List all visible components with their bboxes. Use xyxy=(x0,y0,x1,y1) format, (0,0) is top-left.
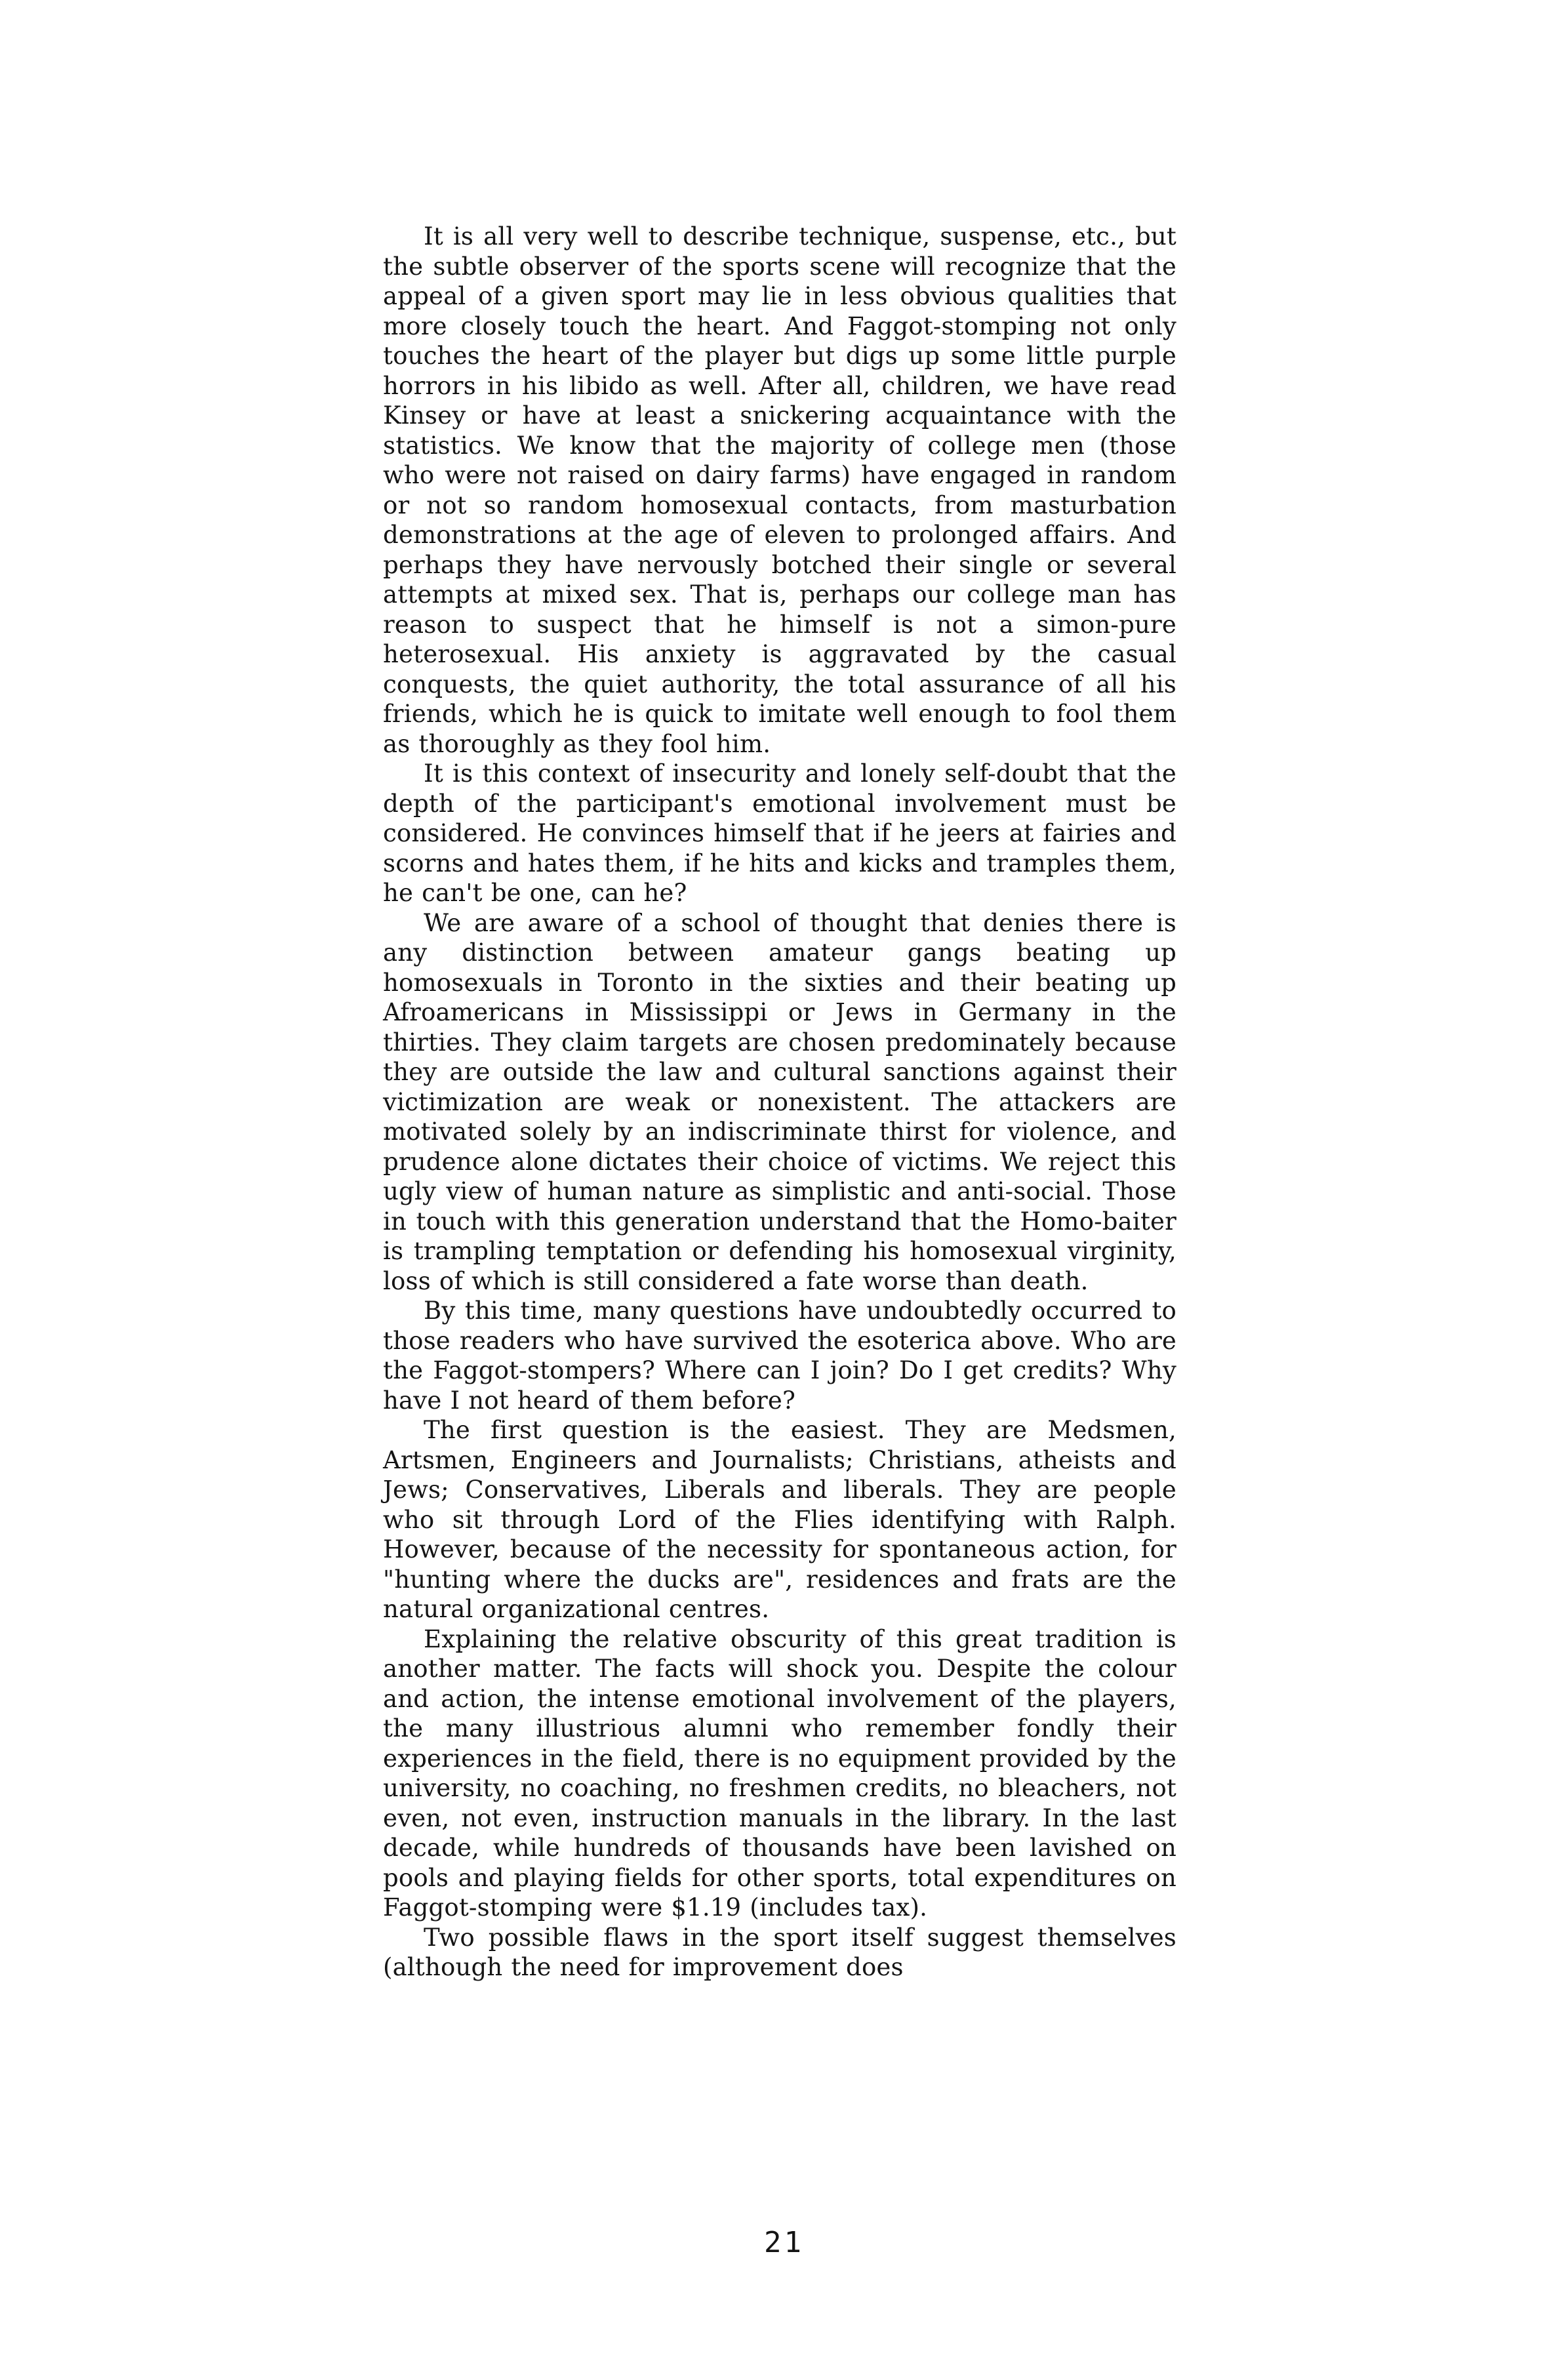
paragraph-5: The first question is the easiest. They are Medsmen, Artsmen, Engineers and Journalists; Christians, atheists and Jews; Conservatives, Liberals and liberals. They are people who sit through Lord of the Flies identifying with Ralph. However, because of the necessity for spontaneous action, for "hunting where the ducks are", residences and frats are the natural organizational centres. xyxy=(383,1416,1176,1623)
paragraph-2: It is this context of insecurity and lonely self-doubt that the depth of the participant's emotional involvement must be considered. He convinces himself that if he jeers at fairies and scorns and hates them, if he hits and kicks and tramples them, he can't be one, can he? xyxy=(383,759,1176,907)
body-text xyxy=(383,222,1176,1983)
paragraph-7: Two possible flaws in the sport itself suggest themselves (although the need for improvement does xyxy=(383,1923,1176,1981)
paragraph-6: Explaining the relative obscurity of this great tradition is another matter. The facts will shock you. Despite the colour and action, the intense emotional involvement of the players, the many illustrious alumni who remember fondly their experiences in the field, there is no equipment provided by the university, no coaching, no freshmen credits, no bleachers, not even, not even, instruction manuals in the library. In the last decade, while hundreds of thousands have been lavished on pools and playing fields for other sports, total expenditures on Faggot-stomping were $1.19 (includes tax). xyxy=(383,1624,1176,1922)
page-number: 21 xyxy=(764,2226,804,2259)
paragraph-4: By this time, many questions have undoubtedly occurred to those readers who have survived the esoterica above. Who are the Faggot-stompers? Where can I join? Do I get credits? Why have I not heard of them before? xyxy=(383,1297,1176,1415)
paragraph-1: It is all very well to describe technique, suspense, etc., but the subtle observer of the sports scene will recognize that the appeal of a given sport may lie in less obvious qualities that more closely touch the heart. And Faggot-stomping not only touches the heart of the player but digs up some little purple horrors in his libido as well. After all, children, we have read Kinsey or have at least a snickering acquaintance with the statistics. We know that the majority of college men (those who were not raised on dairy farms) have engaged in random or not so random homosexual contacts, from masturbation demonstrations at the age of eleven to prolonged affairs. And perhaps they have nervously botched their single or several attempts at mixed sex. That is, perhaps our college man has reason to suspect that he himself is not a simon-pure heterosexual. His anxiety is aggravated by the casual conquests, the quiet authority, the total assurance of all his friends, which he is quick to imitate well enough to fool them as thoroughly as they fool him. xyxy=(383,222,1176,758)
paragraph-3: We are aware of a school of thought that denies there is any distinction between amateur gangs beating up homosexuals in Toronto in the sixties and their beating up Afroamericans in Mississippi or Jews in Germany in the thirties. They claim targets are chosen predominately because they are outside the law and cultural sanctions against their victimization are weak or nonexistent. The attackers are motivated solely by an indiscriminate thirst for violence, and prudence alone dictates their choice of victims. We reject this ugly view of human nature as simplistic and anti-social. Those in touch with this generation understand that the Homo-baiter is trampling temptation or defending his homosexual virginity, loss of which is still considered a fate worse than death. xyxy=(383,908,1176,1295)
